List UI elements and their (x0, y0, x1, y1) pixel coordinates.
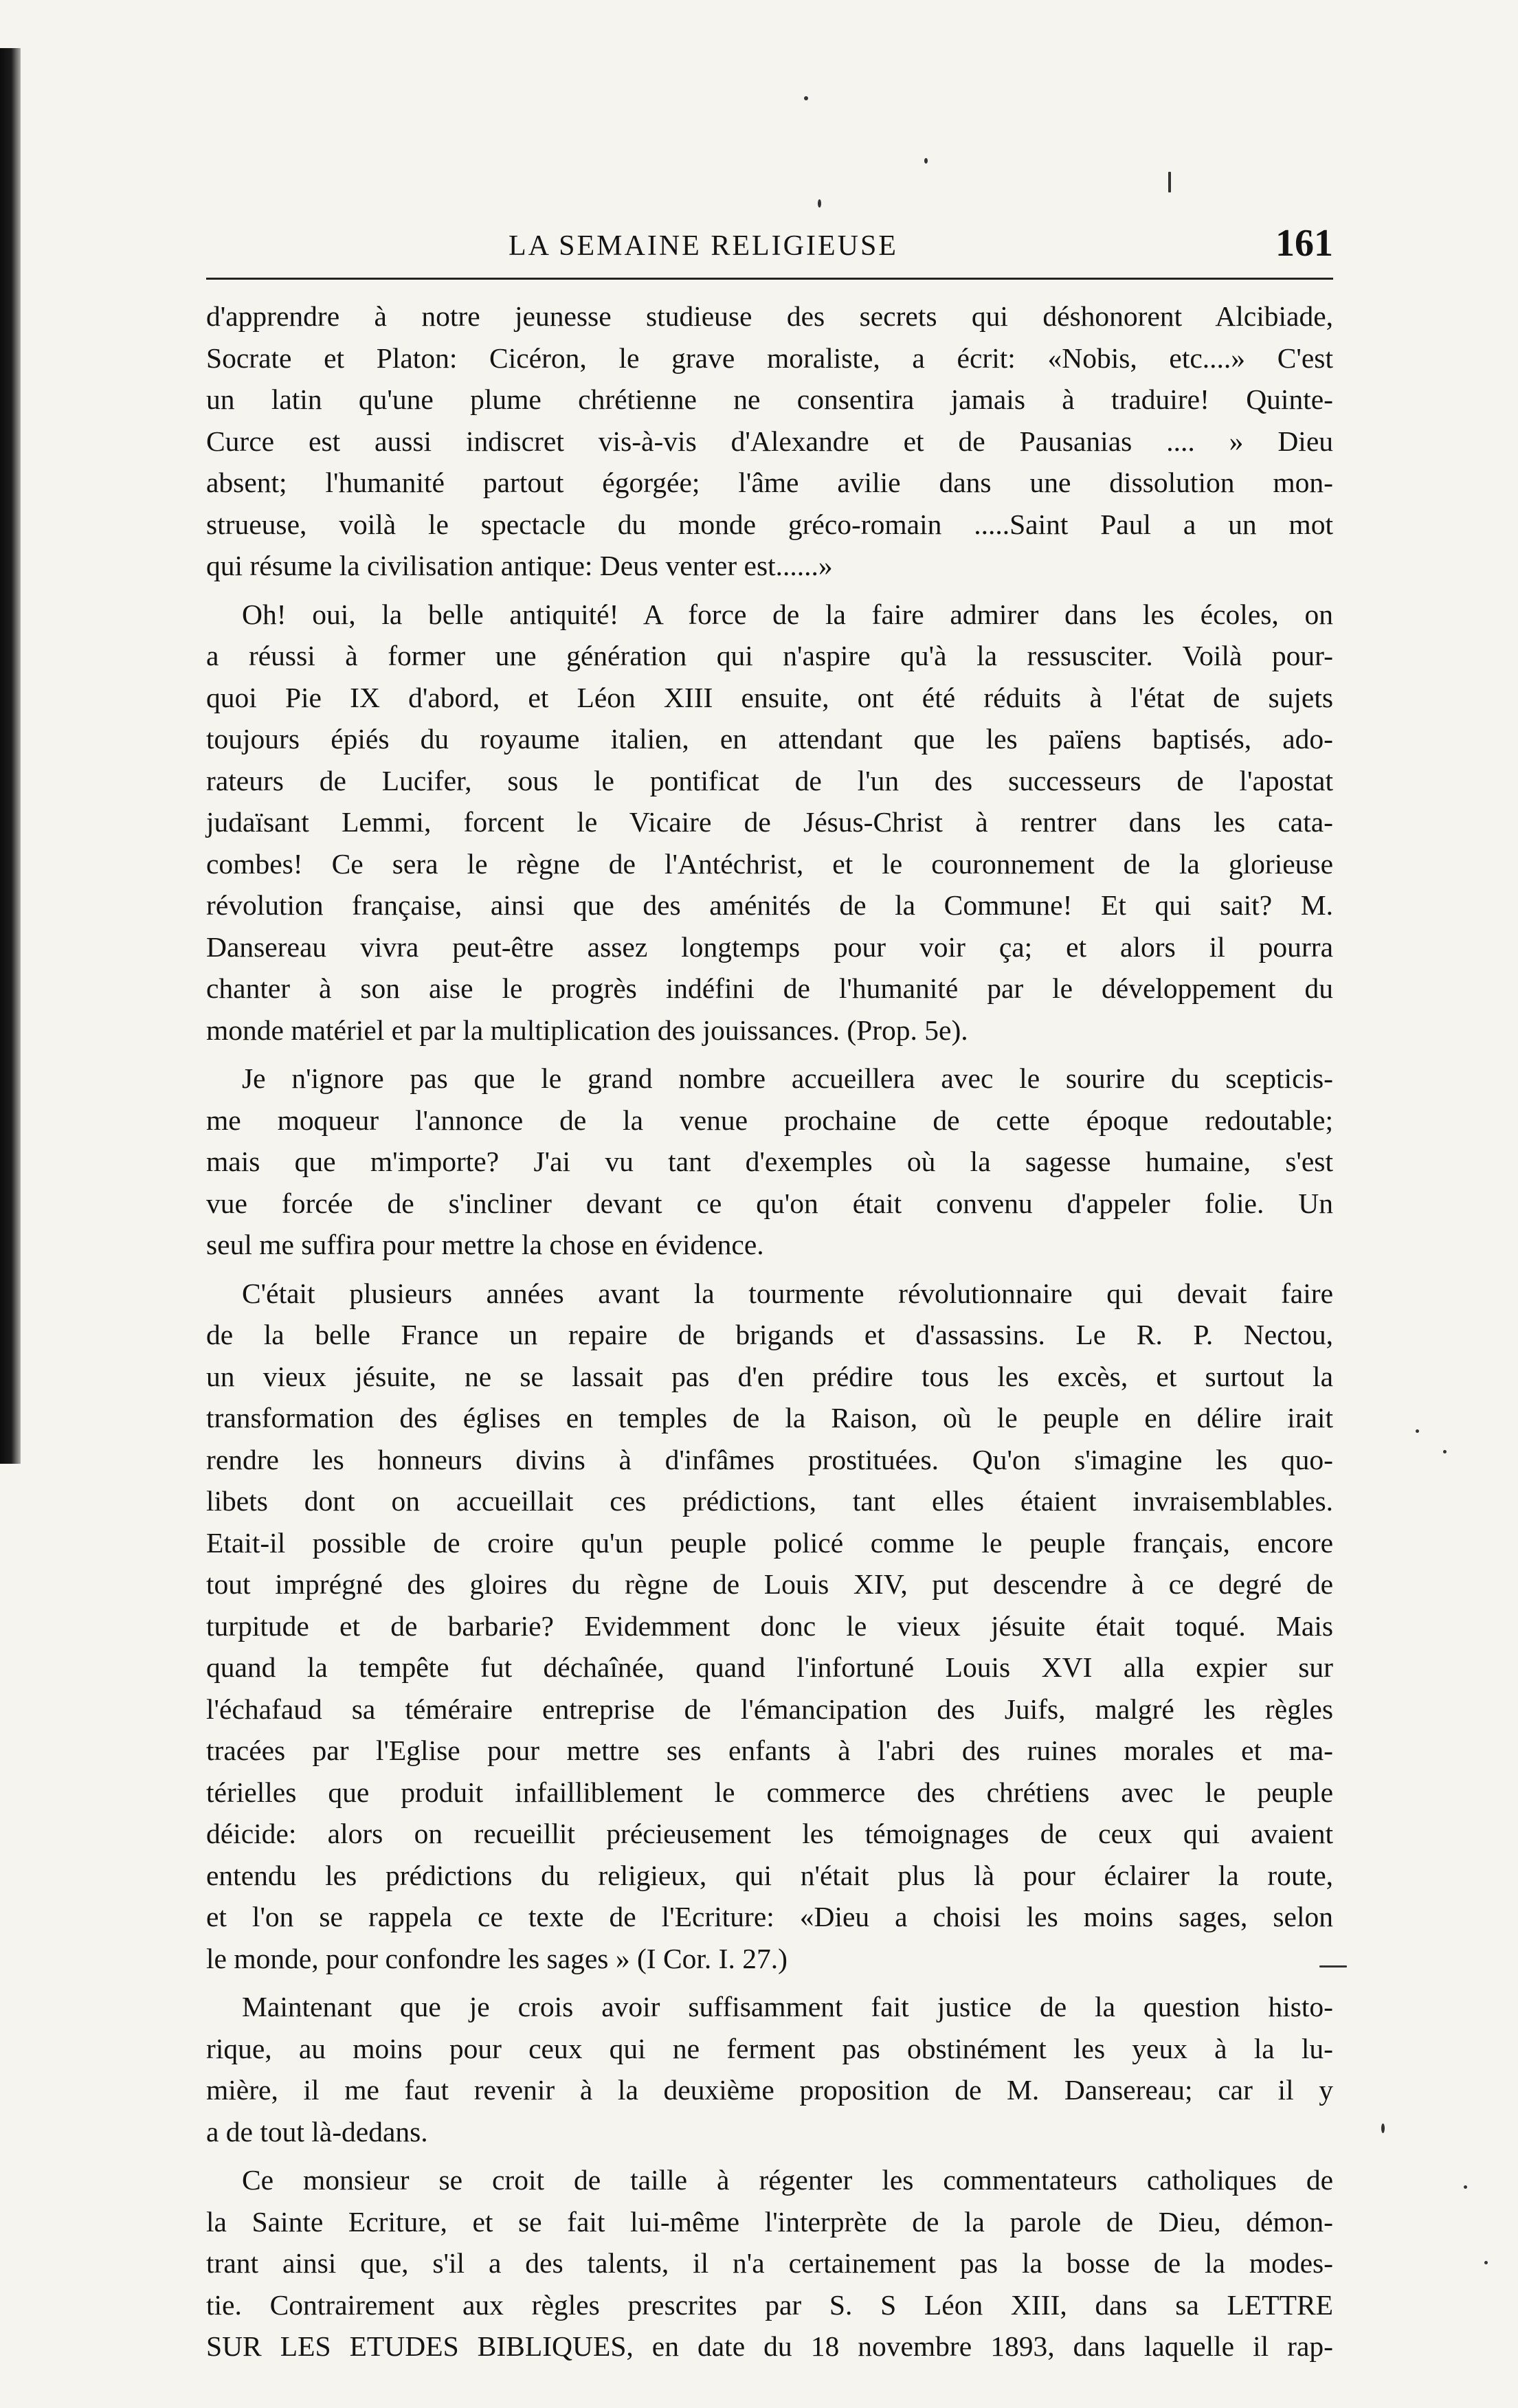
text-line: a de tout là-dedans. (206, 2115, 428, 2148)
text-line: combes! Ce sera le règne de l'Antéchrist, et le couronnement de la glorieuse (206, 847, 1333, 880)
text-line: tracées par l'Eglise pour mettre ses enfants à l'abri des ruines morales et ma- (206, 1735, 1333, 1766)
scan-speck (1319, 1965, 1347, 1967)
text-line: Etait-il possible de croire qu'un peuple policé comme le peuple français, encore (206, 1526, 1333, 1559)
text-line: Socrate et Platon: Cicéron, le grave moraliste, a écrit: «Nobis, etc....» C'est (206, 342, 1333, 374)
body-text (206, 296, 1333, 2374)
running-title: LA SEMAINE RELIGIEUSE (509, 230, 898, 262)
text-line: quand la tempête fut déchaînée, quand l'infortuné Louis XVI alla expier sur (206, 1651, 1333, 1683)
text-line: térielles que produit infailliblement le commerce des chrétiens avec le peuple (206, 1776, 1333, 1808)
scan-speck (1168, 172, 1171, 192)
text-line: l'échafaud sa téméraire entreprise de l'émancipation des Juifs, malgré les règles (206, 1693, 1333, 1725)
scan-speck (818, 199, 821, 208)
text-line: mière, il me faut revenir à la deuxième proposition de M. Dansereau; car il y (206, 2074, 1333, 2106)
text-line: le monde, pour confondre les sages » (I Cor. I. 27.) (206, 1942, 788, 1974)
text-line: qui résume la civilisation antique: Deus venter est......» (206, 550, 833, 581)
text-line: Oh! oui, la belle antiquité! A force de la faire admirer dans les écoles, on (242, 598, 1333, 630)
text-line: et l'on se rappela ce texte de l'Ecriture: «Dieu a choisi les moins sages, selon (206, 1901, 1333, 1932)
scan-speck (924, 158, 928, 164)
scan-edge-shadow (0, 48, 21, 1464)
paragraph-5 (206, 1986, 1333, 2152)
page-number: 161 (1275, 222, 1333, 265)
text-line: Curce est aussi indiscret vis-à-vis d'Alexandre et de Pausanias .... » Dieu (206, 425, 1333, 457)
text-line: quoi Pie IX d'abord, et Léon XIII ensuite, ont été réduits à l'état de sujets (206, 681, 1333, 713)
text-line: la Sainte Ecriture, et se fait lui-même l'interprète de la parole de Dieu, démon- (206, 2205, 1333, 2238)
text-line: a réussi à former une génération qui n'aspire qu'à la ressusciter. Voilà pour- (206, 640, 1333, 671)
text-line: Je n'ignore pas que le grand nombre accueillera avec le sourire du scepticis- (242, 1062, 1333, 1094)
text-line: turpitude et de barbarie? Evidemment donc le vieux jésuite était toqué. Mais (206, 1609, 1333, 1642)
header-rule (206, 278, 1333, 280)
text-line: un latin qu'une plume chrétienne ne consentira jamais à traduire! Quinte- (206, 383, 1333, 415)
text-line: seul me suffira pour mettre la chose en évidence. (206, 1229, 764, 1260)
text-line: Maintenant que je crois avoir suffisamment fait justice de la question histo- (242, 1991, 1333, 2022)
text-line: déicide: alors on recueillit précieusement les témoignages de ceux qui avaient (206, 1818, 1333, 1849)
text-line: chanter à son aise le progrès indéfini de l'humanité par le développement du (206, 972, 1333, 1004)
paragraph-6 (206, 2159, 1333, 2367)
paragraph-3 (206, 1058, 1333, 1266)
text-line: strueuse, voilà le spectacle du monde gréco-romain .....Saint Paul a un mot (206, 508, 1333, 540)
scan-speck (1484, 2261, 1488, 2264)
paragraph-2 (206, 594, 1333, 1051)
text-line: entendu les prédictions du religieux, qui n'était plus là pour éclairer la route, (206, 1859, 1333, 1891)
scan-speck (1381, 2123, 1385, 2133)
paragraph-1 (206, 296, 1333, 587)
text-line: trant ainsi que, s'il a des talents, il n'a certainement pas la bosse de la modes- (206, 2247, 1333, 2279)
text-line: de la belle France un repaire de brigands et d'assassins. Le R. P. Nectou, (206, 1319, 1333, 1350)
text-line: Dansereau vivra peut-être assez longtemps pour voir ça; et alors il pourra (206, 930, 1333, 963)
text-line: révolution française, ainsi que des aménités de la Commune! Et qui sait? M. (206, 889, 1333, 921)
text-line: monde matériel et par la multiplication des jouissances. (Prop. 5e). (206, 1014, 968, 1046)
text-line: SUR LES ETUDES BIBLIQUES, en date du 18 novembre 1893, dans laquelle il rap- (206, 2330, 1333, 2362)
text-line: C'était plusieurs années avant la tourmente révolutionnaire qui devait faire (242, 1277, 1333, 1309)
text-line: rateurs de Lucifer, sous le pontificat de l'un des successeurs de l'apostat (206, 764, 1333, 796)
text-line: tie. Contrairement aux règles prescrites par S. S Léon XIII, dans sa LETTRE (206, 2288, 1333, 2321)
text-line: libets dont on accueillait ces prédictions, tant elles étaient invraisemblables. (206, 1485, 1333, 1517)
scan-speck (1443, 1450, 1447, 1453)
text-line: me moqueur l'annonce de la venue prochaine de cette époque redoutable; (206, 1104, 1333, 1136)
scan-speck (1464, 2185, 1467, 2189)
scan-speck (804, 96, 808, 100)
text-line: transformation des églises en temples de la Raison, où le peuple en délire irait (206, 1402, 1333, 1434)
text-line: rique, au moins pour ceux qui ne ferment pas obstinément les yeux à la lu- (206, 2032, 1333, 2064)
text-line: Ce monsieur se croit de taille à régenter les commentateurs catholiques de (242, 2164, 1333, 2196)
text-line: mais que m'importe? J'ai vu tant d'exemples où la sagesse humaine, s'est (206, 1146, 1333, 1177)
text-line: tout imprégné des gloires du règne de Louis XIV, put descendre à ce degré de (206, 1568, 1333, 1600)
text-line: rendre les honneurs divins à d'infâmes prostituées. Qu'on s'imagine les quo- (206, 1443, 1333, 1475)
text-line: absent; l'humanité partout égorgée; l'âme avilie dans une dissolution mon- (206, 467, 1333, 498)
text-line: vue forcée de s'incliner devant ce qu'on était convenu d'appeler folie. Un (206, 1187, 1333, 1219)
running-head (206, 221, 1333, 283)
text-line: un vieux jésuite, ne se lassait pas d'en prédire tous les excès, et surtout la (206, 1360, 1333, 1392)
text-line: toujours épiés du royaume italien, en attendant que les païens baptisés, ado- (206, 723, 1333, 755)
scan-speck (1416, 1429, 1419, 1433)
text-line: d'apprendre à notre jeunesse studieuse des secrets qui déshonorent Alcibiade, (206, 300, 1333, 332)
text-line: judaïsant Lemmi, forcent le Vicaire de Jésus-Christ à rentrer dans les cata- (206, 806, 1333, 838)
paragraph-4 (206, 1273, 1333, 1980)
